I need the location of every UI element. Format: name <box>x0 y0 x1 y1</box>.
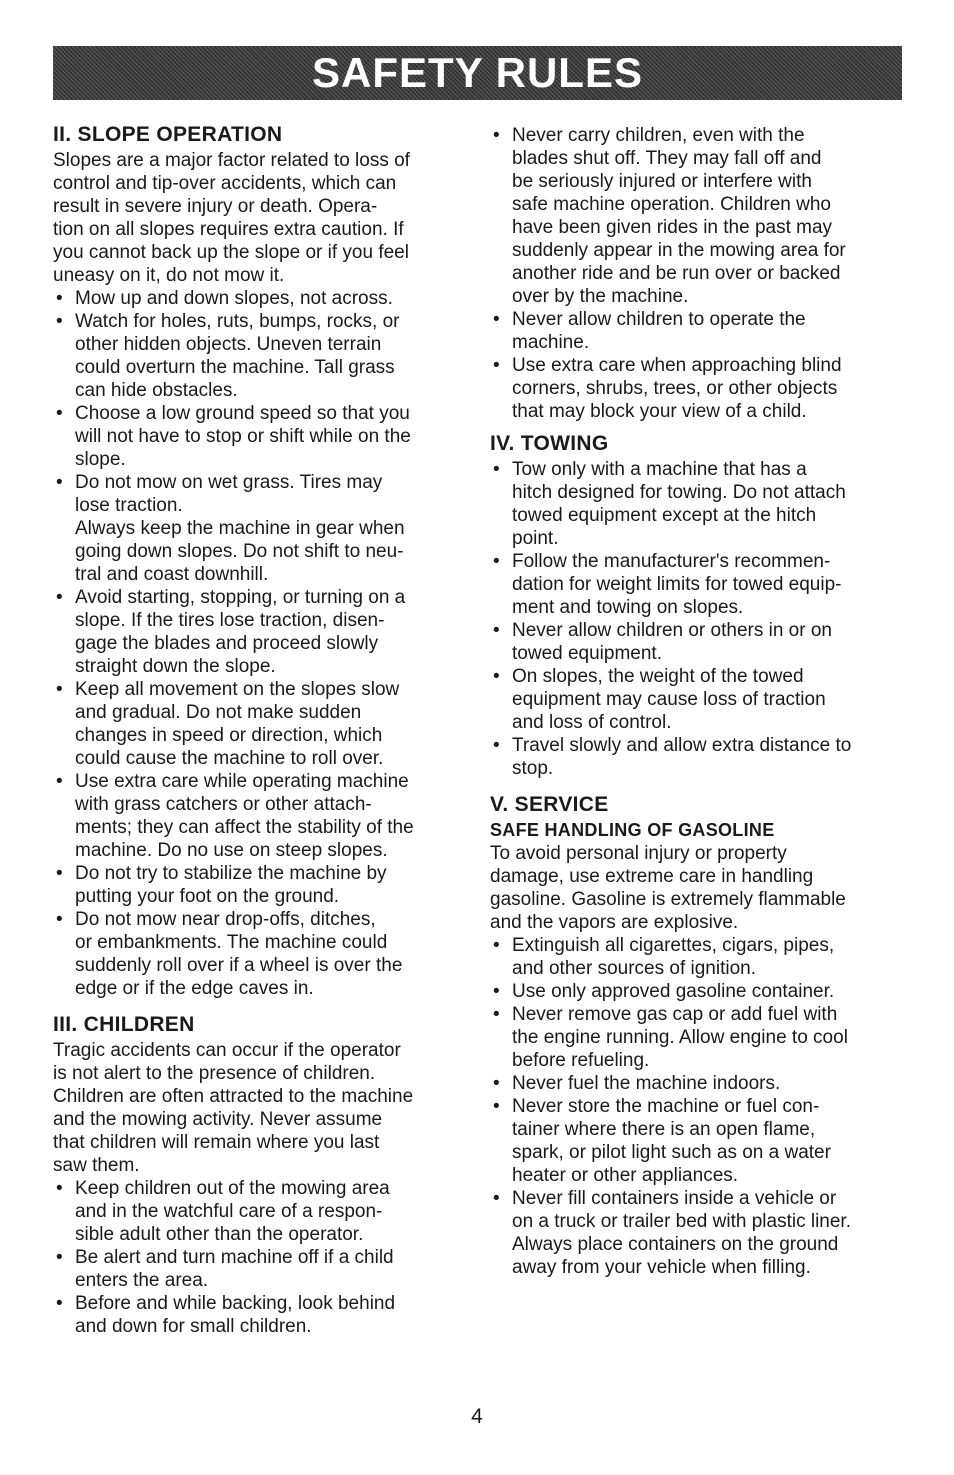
bullet-icon: • <box>493 1004 500 1025</box>
bullet-icon: • <box>56 472 63 493</box>
list-item <box>53 1292 465 1338</box>
banner-title: SAFETY RULES <box>312 49 643 96</box>
list-item <box>490 354 910 423</box>
list-item-text: Use only approved gasoline container. <box>512 981 835 1002</box>
bullet-icon: • <box>493 935 500 956</box>
list-item <box>490 734 910 780</box>
slope-operation-list <box>53 287 465 1000</box>
list-item <box>490 308 910 354</box>
list-item <box>53 1246 465 1292</box>
bullet-icon: • <box>493 981 500 1002</box>
bullet-icon: • <box>493 1073 500 1094</box>
list-item-text: Never fuel the machine indoors. <box>512 1073 781 1094</box>
list-item <box>490 550 910 619</box>
list-item <box>53 402 465 471</box>
bullet-icon: • <box>56 1247 63 1268</box>
list-item-text: Keep children out of the mowing area and in the watchful care of a respon- sible adult other than the operator. <box>75 1178 390 1245</box>
list-item <box>490 1187 910 1279</box>
list-item-text: Avoid starting, stopping, or turning on a slope. If the tires lose traction, disen- gage the blades and proceed slowly straight down the slope. <box>75 587 406 677</box>
right-column <box>490 124 910 1279</box>
slope-operation-heading: II. SLOPE OPERATION <box>53 123 283 146</box>
bullet-icon: • <box>493 551 500 572</box>
list-item <box>490 665 910 734</box>
list-item <box>490 1072 910 1095</box>
list-item-text: On slopes, the weight of the towed equipment may cause loss of traction and loss of control. <box>512 666 826 733</box>
bullet-icon: • <box>493 1188 500 1209</box>
list-item-text: Be alert and turn machine off if a child enters the area. <box>75 1247 394 1291</box>
bullet-icon: • <box>493 735 500 756</box>
list-item-text: Watch for holes, ruts, bumps, rocks, or other hidden objects. Uneven terrain could overturn the machine. Tall grass can hide obstacles. <box>75 311 400 401</box>
list-item <box>490 1095 910 1187</box>
list-item-text: Follow the manufacturer's recommen- dation for weight limits for towed equip- ment and towing on slopes. <box>512 551 842 618</box>
list-item-text: Extinguish all cigarettes, cigars, pipes, and other sources of ignition. <box>512 935 835 979</box>
left-column <box>53 122 465 1338</box>
list-item-text: Never allow children to operate the machine. <box>512 309 806 353</box>
list-item-text: Never allow children or others in or on towed equipment. <box>512 620 832 664</box>
list-item <box>53 678 465 770</box>
list-item <box>53 287 465 310</box>
towing-list <box>490 458 910 780</box>
list-item-text: Keep all movement on the slopes slow and gradual. Do not make sudden changes in speed or direction, which could cause the machine to roll over. <box>75 679 400 769</box>
list-item <box>490 124 910 308</box>
list-item <box>490 934 910 980</box>
bullet-icon: • <box>56 863 63 884</box>
towing-heading: IV. TOWING <box>490 432 609 455</box>
bullet-icon: • <box>56 311 63 332</box>
safety-rules-banner <box>53 46 902 100</box>
list-item-text: Choose a low ground speed so that you will not have to stop or shift while on the slope. <box>75 403 411 470</box>
bullet-icon: • <box>56 1178 63 1199</box>
list-item <box>53 862 465 908</box>
bullet-icon: • <box>493 620 500 641</box>
page-number: 4 <box>471 1405 483 1428</box>
list-item-text: Tow only with a machine that has a hitch designed for towing. Do not attach towed equipment except at the hitch point. <box>512 459 846 549</box>
bullet-icon: • <box>56 909 63 930</box>
list-item-text: Never carry children, even with the blades shut off. They may fall off and be seriously injured or interfere with safe machine operation. Children who have been given rides in the past may suddenly appear in the mowing area for another ride and be run over or backed over by the machine. <box>512 125 846 307</box>
service-intro: To avoid personal injury or property damage, use extreme care in handling gasoline. Gasoline is extremely flammable and the vapors are explosive. <box>490 843 846 933</box>
bullet-icon: • <box>493 355 500 376</box>
list-item-text: Mow up and down slopes, not across. <box>75 288 393 309</box>
slope-operation-intro: Slopes are a major factor related to loss of control and tip-over accidents, which can result in severe injury or death. Opera- tion on all slopes requires extra caution. If you cannot back up the slope or if you feel uneasy on it, do not mow it. <box>53 150 410 286</box>
list-item-text: Never remove gas cap or add fuel with the engine running. Allow engine to cool before refueling. <box>512 1004 848 1071</box>
list-item <box>53 471 465 586</box>
bullet-icon: • <box>56 587 63 608</box>
list-item <box>490 1003 910 1072</box>
bullet-icon: • <box>493 309 500 330</box>
list-item-text: Do not mow on wet grass. Tires may lose traction. Always keep the machine in gear when going down slopes. Do not shift to neu- tral and coast downhill. <box>75 472 405 585</box>
bullet-icon: • <box>493 459 500 480</box>
list-item <box>53 770 465 862</box>
safe-handling-gasoline-subheading: SAFE HANDLING OF GASOLINE <box>490 820 775 840</box>
service-heading: V. SERVICE <box>490 793 609 816</box>
list-item-text: Do not mow near drop-offs, ditches, or embankments. The machine could suddenly roll over if a wheel is over the edge or if the edge caves in. <box>75 909 403 999</box>
list-item <box>53 310 465 402</box>
list-item-text: Use extra care while operating machine with grass catchers or other attach- ments; they can affect the stability of the machine. Do no use on steep slopes. <box>75 771 414 861</box>
bullet-icon: • <box>493 1096 500 1117</box>
list-item <box>490 980 910 1003</box>
list-item <box>53 586 465 678</box>
list-item <box>490 619 910 665</box>
list-item-text: Never fill containers inside a vehicle or on a truck or trailer bed with plastic liner. Always place containers on the ground away from your vehicle when filling. <box>512 1188 851 1278</box>
list-item <box>53 908 465 1000</box>
bullet-icon: • <box>56 1293 63 1314</box>
list-item-text: Never store the machine or fuel con- tainer where there is an open flame, spark, or pilot light such as on a water heater or other appliances. <box>512 1096 831 1186</box>
children-intro: Tragic accidents can occur if the operator is not alert to the presence of children. Children are often attracted to the machine and the mowing activity. Never assume that children will remain where you last saw them. <box>53 1040 414 1176</box>
bullet-icon: • <box>493 125 500 146</box>
list-item <box>53 1177 465 1246</box>
bullet-icon: • <box>56 288 63 309</box>
bullet-icon: • <box>56 403 63 424</box>
children-heading: III. CHILDREN <box>53 1013 195 1036</box>
list-item <box>490 458 910 550</box>
list-item-text: Before and while backing, look behind and down for small children. <box>75 1293 396 1337</box>
service-list <box>490 934 910 1279</box>
bullet-icon: • <box>56 771 63 792</box>
bullet-icon: • <box>56 679 63 700</box>
children-list <box>53 1177 465 1338</box>
children-continued-list <box>490 124 910 423</box>
list-item-text: Travel slowly and allow extra distance to stop. <box>512 735 852 779</box>
list-item-text: Use extra care when approaching blind corners, shrubs, trees, or other objects that may block your view of a child. <box>512 355 842 422</box>
list-item-text: Do not try to stabilize the machine by putting your foot on the ground. <box>75 863 387 907</box>
bullet-icon: • <box>493 666 500 687</box>
